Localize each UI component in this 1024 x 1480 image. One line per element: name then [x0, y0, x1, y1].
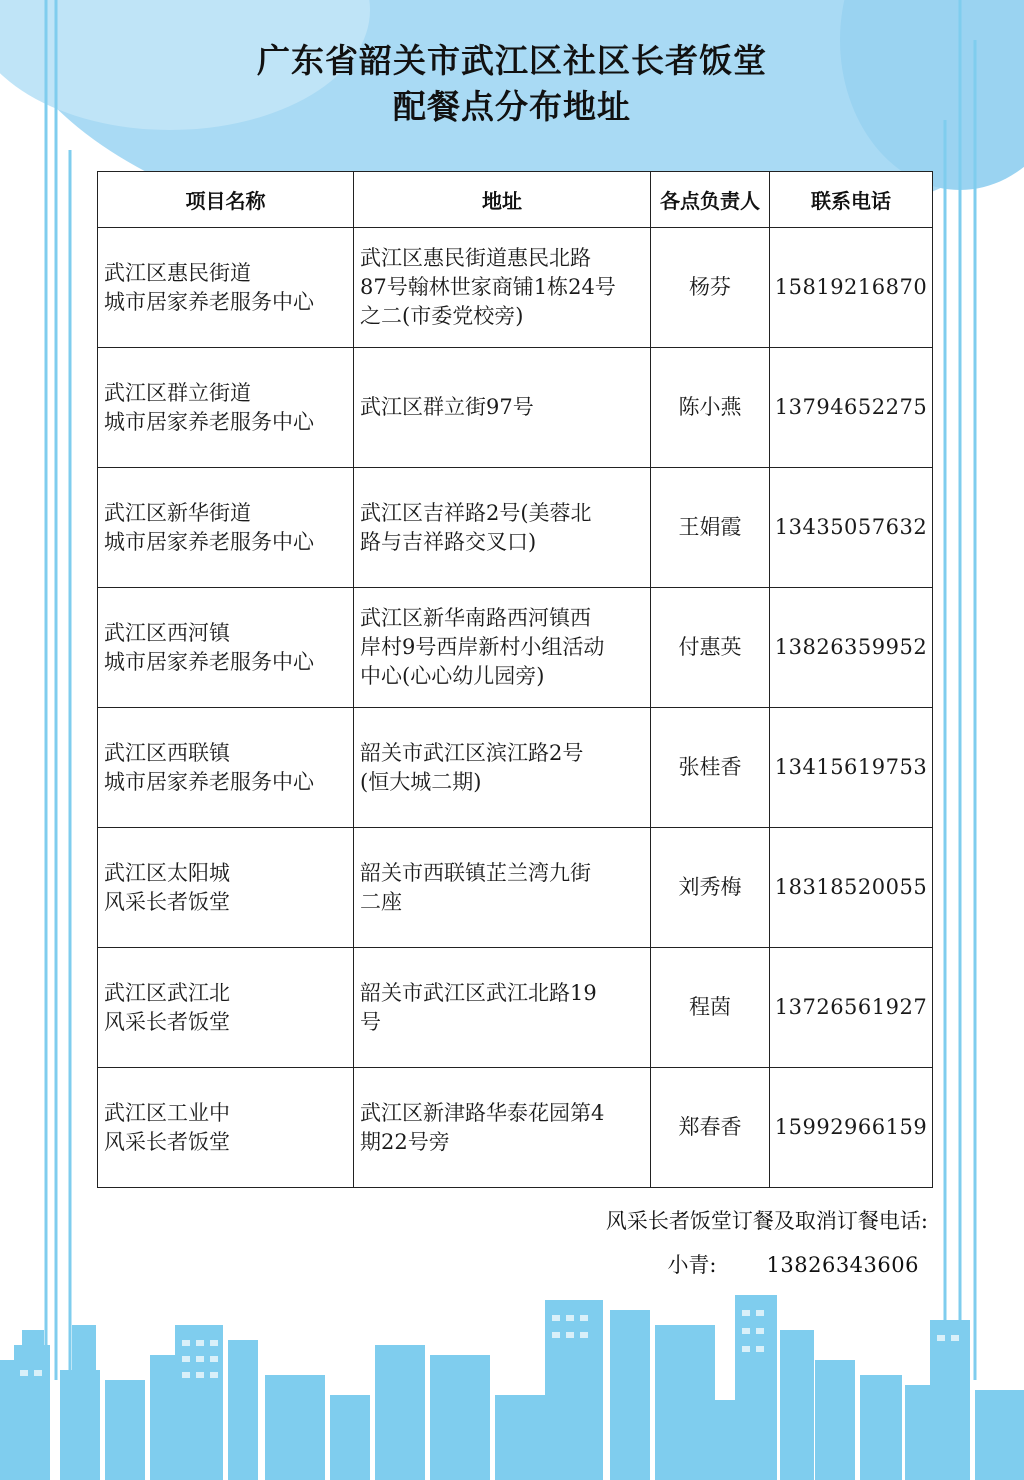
cell-phone: 15819216870: [770, 228, 933, 348]
table-row: [98, 348, 933, 468]
name-line: 武江区惠民街道: [104, 260, 251, 285]
address-line: 武江区新华南路西河镇西: [360, 606, 591, 630]
address-line: 中心(心心幼儿园旁): [360, 664, 545, 688]
address-line: 武江区群立街97号: [360, 395, 534, 419]
cell-address: [354, 708, 651, 828]
cell-person: 付惠英: [651, 588, 770, 708]
address-line: 武江区吉祥路2号(美蓉北: [360, 500, 592, 525]
cell-phone: 13794652275: [770, 348, 933, 468]
header-name: 项目名称: [98, 172, 354, 228]
cell-name: [98, 228, 354, 348]
address-line: (恒大城二期): [360, 769, 482, 794]
cell-name: [98, 468, 354, 588]
name-line: 武江区新华街道: [104, 500, 251, 525]
address-line: 武江区惠民街道惠民北路: [360, 246, 591, 270]
header-address: 地址: [354, 172, 651, 228]
table-row: [98, 708, 933, 828]
name-line: 城市居家养老服务中心: [104, 409, 314, 434]
cell-name: [98, 348, 354, 468]
title-line-2: 配餐点分布地址: [393, 87, 631, 126]
address-line: 路与吉祥路交叉口): [360, 529, 537, 554]
cell-address: [354, 468, 651, 588]
address-line: 二座: [360, 889, 402, 914]
table-row: [98, 948, 933, 1068]
cell-name: [98, 1068, 354, 1188]
cell-person: 陈小燕: [651, 348, 770, 468]
cell-phone: 13826359952: [770, 588, 933, 708]
cell-address: [354, 228, 651, 348]
cell-person: 程茵: [651, 948, 770, 1068]
table-row: [98, 1068, 933, 1188]
name-line: 武江区西河镇: [104, 620, 230, 645]
canteen-location-table: [97, 171, 933, 1188]
cell-name: [98, 828, 354, 948]
name-line: 城市居家养老服务中心: [104, 769, 314, 794]
cell-address: [354, 948, 651, 1068]
address-line: 韶关市西联镇芷兰湾九街: [360, 860, 591, 885]
cell-phone: 18318520055: [770, 828, 933, 948]
name-line: 武江区西联镇: [104, 740, 230, 765]
cell-phone: 15992966159: [770, 1068, 933, 1188]
name-line: 武江区武江北: [104, 980, 230, 1005]
address-line: 号: [360, 1009, 381, 1034]
name-line: 武江区群立街道: [104, 380, 251, 405]
table-row: [98, 588, 933, 708]
address-line: 岸村9号西岸新村小组活动: [360, 635, 605, 659]
cell-address: [354, 1068, 651, 1188]
name-line: 城市居家养老服务中心: [104, 529, 314, 554]
header-phone: 联系电话: [770, 172, 933, 228]
table-row: [98, 468, 933, 588]
title-line-1: 广东省韶关市武江区社区长者饭堂: [257, 41, 767, 80]
name-line: 武江区太阳城: [104, 860, 230, 885]
name-line: 风采长者饭堂: [104, 1009, 230, 1034]
contact-phone: 13826343606: [766, 1253, 919, 1277]
order-phone-label: 风采长者饭堂订餐及取消订餐电话:: [605, 1209, 928, 1233]
address-line: 之二(市委党校旁): [360, 304, 524, 328]
city-skyline: [0, 1295, 1024, 1480]
address-line: 韶关市武江区武江北路19: [360, 980, 597, 1005]
name-line: 城市居家养老服务中心: [104, 649, 314, 674]
table-body: [98, 228, 933, 1188]
cell-address: [354, 828, 651, 948]
cell-name: [98, 588, 354, 708]
cell-person: 郑春香: [651, 1068, 770, 1188]
table-row: [98, 828, 933, 948]
address-line: 87号翰林世家商铺1栋24号: [360, 275, 616, 299]
name-line: 风采长者饭堂: [104, 1129, 230, 1154]
table-row: [98, 228, 933, 348]
cell-person: 王娟霞: [651, 468, 770, 588]
contact-name: 小青:: [667, 1253, 717, 1277]
address-line: 武江区新津路华泰花园第4: [360, 1100, 605, 1125]
cell-person: 刘秀梅: [651, 828, 770, 948]
cell-phone: 13726561927: [770, 948, 933, 1068]
cell-address: [354, 588, 651, 708]
header-person: 各点负责人: [651, 172, 770, 228]
cell-address: [354, 348, 651, 468]
cell-person: 杨芬: [651, 228, 770, 348]
name-line: 风采长者饭堂: [104, 889, 230, 914]
cell-name: [98, 948, 354, 1068]
page-title: [0, 38, 1024, 130]
cell-name: [98, 708, 354, 828]
address-line: 期22号旁: [360, 1129, 450, 1154]
name-line: 城市居家养老服务中心: [104, 289, 314, 314]
name-line: 武江区工业中: [104, 1100, 230, 1125]
cell-person: 张桂香: [651, 708, 770, 828]
order-contact: [667, 1249, 919, 1279]
address-line: 韶关市武江区滨江路2号: [360, 740, 584, 765]
cell-phone: 13415619753: [770, 708, 933, 828]
cell-phone: 13435057632: [770, 468, 933, 588]
table-header-row: [98, 172, 933, 228]
